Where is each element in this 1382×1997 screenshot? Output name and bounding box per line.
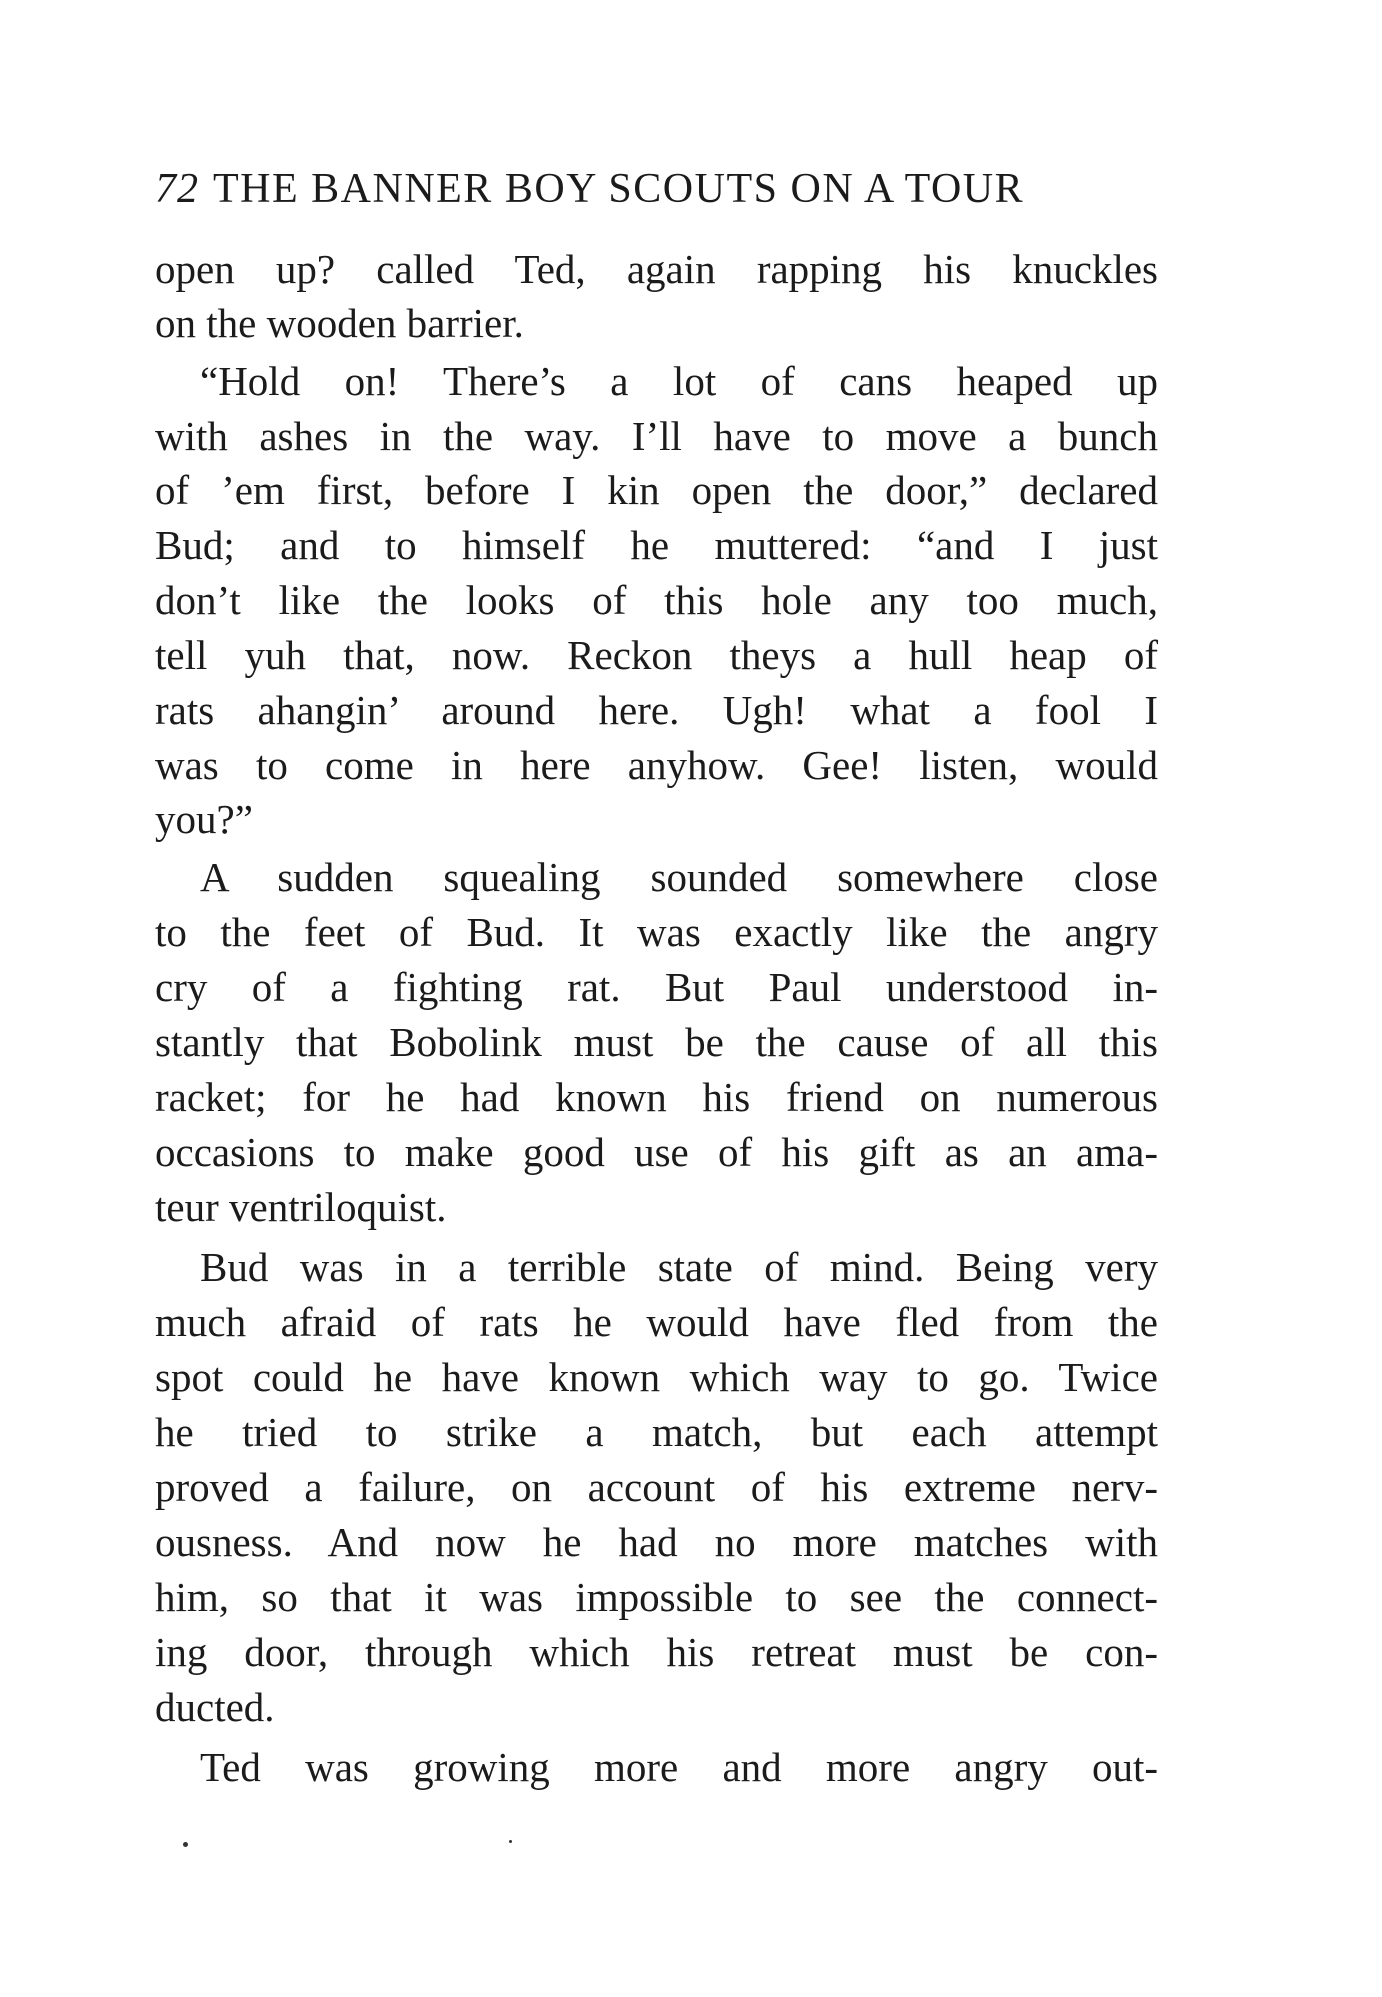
text-line: occasions to make good use of his gift as an ama- bbox=[155, 1129, 1158, 1175]
text-line: spot could he have known which way to go. Twice bbox=[155, 1354, 1158, 1400]
running-head bbox=[155, 163, 1155, 215]
text-line: ing door, through which his retreat must be con- bbox=[155, 1629, 1158, 1675]
book-title: THE BANNER BOY SCOUTS ON A TOUR bbox=[213, 166, 1025, 212]
text-line: tell yuh that, now. Reckon theys a hull heap of bbox=[155, 632, 1158, 678]
text-line: you?” bbox=[155, 796, 253, 842]
text-line: with ashes in the way. I’ll have to move a bunch bbox=[155, 413, 1158, 459]
text-line: “Hold on! There’s a lot of cans heaped up bbox=[200, 358, 1158, 404]
page-number: 72 bbox=[155, 166, 199, 212]
text-line: Bud was in a terrible state of mind. Being very bbox=[200, 1244, 1158, 1290]
text-line: on the wooden barrier. bbox=[155, 300, 524, 346]
text-line: don’t like the looks of this hole any too much, bbox=[155, 577, 1158, 623]
text-line: rats ahangin’ around here. Ugh! what a fool I bbox=[155, 687, 1158, 733]
text-line: cry of a fighting rat. But Paul understood in- bbox=[155, 964, 1158, 1010]
ink-speck bbox=[509, 1840, 512, 1843]
text-line: open up? called Ted, again rapping his knuckles bbox=[155, 246, 1158, 292]
text-line: stantly that Bobolink must be the cause of all this bbox=[155, 1019, 1158, 1065]
text-line: proved a failure, on account of his extreme nerv- bbox=[155, 1464, 1158, 1510]
text-line: he tried to strike a match, but each attempt bbox=[155, 1409, 1158, 1455]
text-line: A sudden squealing sounded somewhere close bbox=[200, 854, 1158, 900]
text-line: much afraid of rats he would have fled from the bbox=[155, 1299, 1158, 1345]
text-line: racket; for he had known his friend on numerous bbox=[155, 1074, 1158, 1120]
text-line: was to come in here anyhow. Gee! listen, would bbox=[155, 742, 1158, 788]
text-line: of ’em first, before I kin open the door,” declared bbox=[155, 467, 1158, 513]
text-line: Ted was growing more and more angry out- bbox=[200, 1744, 1158, 1790]
ink-speck bbox=[183, 1842, 188, 1847]
text-line: teur ventriloquist. bbox=[155, 1184, 447, 1230]
text-line: ducted. bbox=[155, 1684, 275, 1730]
text-line: ousness. And now he had no more matches with bbox=[155, 1519, 1158, 1565]
text-line: him, so that it was impossible to see the connect- bbox=[155, 1574, 1158, 1620]
text-line: to the feet of Bud. It was exactly like the angry bbox=[155, 909, 1158, 955]
text-line: Bud; and to himself he muttered: “and I just bbox=[155, 522, 1158, 568]
